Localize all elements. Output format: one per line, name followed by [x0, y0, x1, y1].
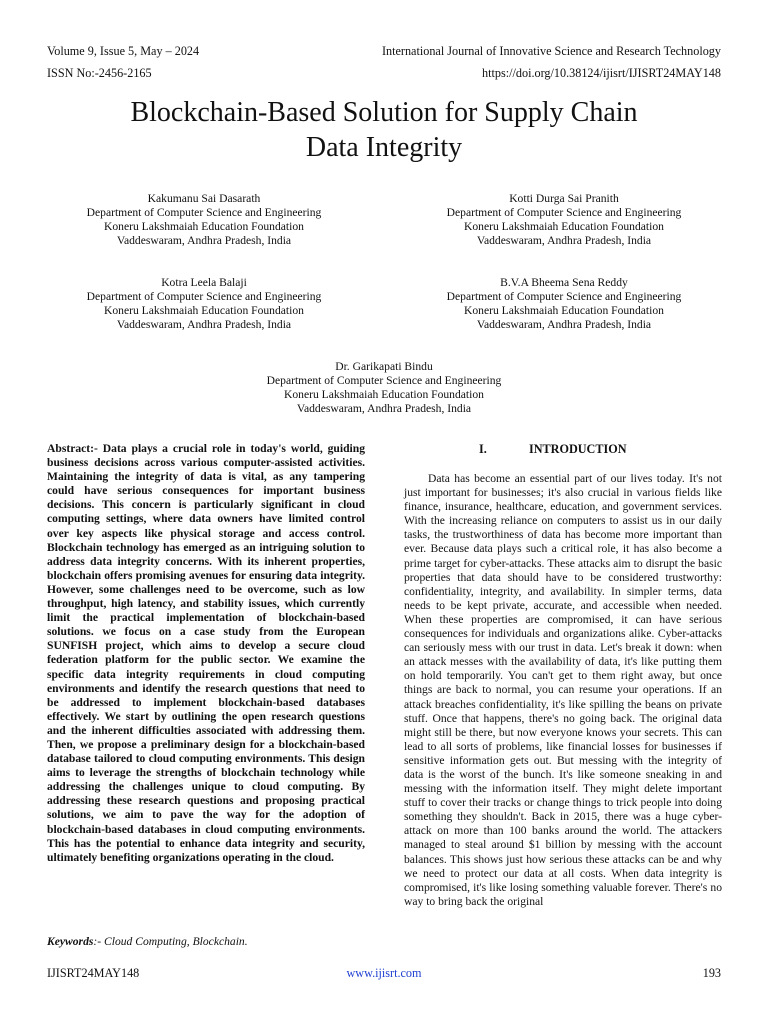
header-journal-name: International Journal of Innovative Science and Research Technology — [381, 44, 721, 58]
author-location: Vaddeswaram, Andhra Pradesh, India — [476, 318, 652, 331]
author-organization: Koneru Lakshmaiah Education Foundation — [104, 304, 304, 317]
section-title: INTRODUCTION — [529, 442, 627, 456]
author-department: Department of Computer Science and Engineering — [86, 290, 322, 303]
abstract-paragraph: Abstract:- Data plays a crucial role in today's world, guiding business decisions across various computer-assisted activities. Maintaining the integrity of data is vital, as any tampering could have serious consequences for important business decisions. This concern is particularly significant in cloud computing settings, where data owners have limited control over key aspects like physical storage and access control. Blockchain technology has emerged as an intriguing solution to address data integrity concerns. With its inherent properties, blockchain offers promising avenues for ensuring data integrity. However, some challenges need to be overcome, such as low throughput, high latency, and stability issues, which currently limit the practical implementation of blockchain-based solutions. we focus on a case study from the European SUNFISH project, which aims to develop a secure cloud federation platform for the public sector. We examine the specific data integrity requirements in cloud computing environments and identify the research questions that need to be addressed to implement blockchain-based databases effectively. We start by outlining the open research questions and the inherent difficulties associated with addressing them. Then, we propose a preliminary design for a blockchain-based database tailored to cloud computing environments. This design aims to leverage the strengths of blockchain technology while addressing the challenges unique to cloud computing. By addressing these research questions and proposing practical solutions, we aim to pave the way for the adoption of blockchain-based databases in cloud computing environments. This has the potential to enhance data integrity and security, ultimately benefiting organizations operating in the cloud. — [47, 442, 365, 864]
keywords-text: :- Cloud Computing, Blockchain. — [93, 935, 248, 948]
author-block — [394, 276, 734, 332]
author-organization: Koneru Lakshmaiah Education Foundation — [284, 388, 484, 401]
header-doi-link[interactable]: https://doi.org/10.38124/ijisrt/IJISRT24MAY148 — [482, 66, 721, 80]
footer-website-link[interactable]: www.ijisrt.com — [346, 966, 422, 980]
author-name: B.V.A Bheema Sena Reddy — [500, 276, 628, 289]
author-department: Department of Computer Science and Engineering — [446, 206, 682, 219]
author-block — [34, 192, 374, 248]
abstract-text — [47, 442, 365, 865]
header-issn: ISSN No:-2456-2165 — [47, 66, 152, 80]
author-block — [34, 276, 374, 332]
author-location: Vaddeswaram, Andhra Pradesh, India — [296, 402, 472, 415]
footer-paper-id: IJISRT24MAY148 — [47, 966, 140, 980]
footer-page-number: 193 — [702, 966, 721, 980]
author-organization: Koneru Lakshmaiah Education Foundation — [104, 220, 304, 233]
author-name: Kakumanu Sai Dasarath — [147, 192, 261, 205]
author-location: Vaddeswaram, Andhra Pradesh, India — [116, 234, 292, 247]
author-name: Kotti Durga Sai Pranith — [509, 192, 619, 205]
keywords-label: Keywords — [47, 935, 94, 948]
author-name: Kotra Leela Balaji — [161, 276, 247, 289]
header-volume: Volume 9, Issue 5, May – 2024 — [47, 44, 200, 58]
author-organization: Koneru Lakshmaiah Education Foundation — [464, 220, 664, 233]
author-name: Dr. Garikapati Bindu — [335, 360, 433, 373]
author-department: Department of Computer Science and Engineering — [446, 290, 682, 303]
author-block — [214, 360, 554, 416]
title-line: Blockchain-Based Solution for Supply Chain — [130, 97, 638, 128]
intro-paragraph: Data has become an essential part of our lives today. It's not just important for businesses; it's also crucial in various fields like finance, insurance, healthcare, education, and government services. With the increasing reliance on computers to assist us in our daily tasks, the trustworthiness of data has become more important than ever. Because data plays such a critical role, it has also become a prime target for cyber-attacks. These attacks aim to disrupt the basic properties that data should have to be considered trustworthy: confidentiality, integrity, and availability. In simpler terms, data needs to be kept private, accurate, and accessible when needed. When these properties are compromised, it can have serious consequences for individuals and organizations alike. Cyber-attacks can seriously mess with our trust in data. Let's break it down: when an attack messes with the availability of data, it's like putting them on hold temporarily. You can't get to them right away, but once things are back to normal, you can resume your operations. If an attack breaches confidentiality, it's like spilling the beans on private stuff. Once that happens, there's no going back. The original data might still be there, but now everyone knows your secrets. This can lead to all sorts of problems, like financial losses for businesses if sensitive information gets out. But messing with the integrity of data is the worst of the bunch. It's like someone sneaking in and messing with the information itself. They might delete important stuff to cover their tracks or change things to trick people into doing something they shouldn't. Back in 2015, there was a huge cyber-attack on more than 100 banks around the world. The attackers managed to steal around $1 billion by messing with the account balances. This shows just how serious these attacks can be and why we need to protect our data at all costs. When data integrity is compromised, it's like losing something valuable forever. There's no way to bring back the original — [404, 472, 722, 908]
author-department: Department of Computer Science and Engineering — [266, 374, 502, 387]
author-location: Vaddeswaram, Andhra Pradesh, India — [476, 234, 652, 247]
author-block — [394, 192, 734, 248]
author-department: Department of Computer Science and Engineering — [86, 206, 322, 219]
paper-title — [0, 95, 768, 165]
section-number: I. — [479, 442, 487, 456]
keywords-line — [47, 935, 248, 948]
title-line: Data Integrity — [305, 132, 463, 163]
author-location: Vaddeswaram, Andhra Pradesh, India — [116, 318, 292, 331]
introduction-text — [404, 472, 722, 909]
author-organization: Koneru Lakshmaiah Education Foundation — [464, 304, 664, 317]
